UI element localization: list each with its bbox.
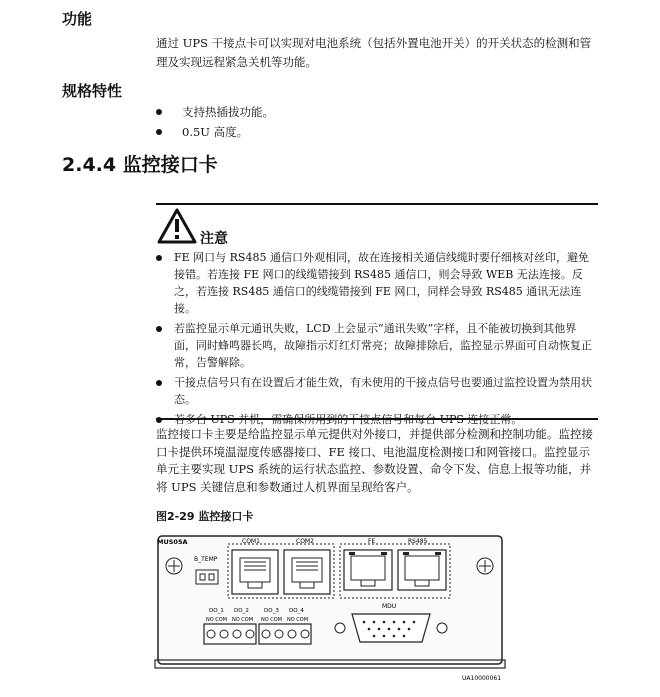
bullet-icon xyxy=(156,255,162,261)
notice-item-text: 若监控显示单元通讯失败，LCD 上会显示“通讯失败”字样，且不能被切换到其他界面，同时蜂鸣器长鸣，故障指示灯红灯常亮；故障排除后，监控显示界面可自动恢复正常，告警解除。 xyxy=(174,322,592,369)
notice-bottom-rule xyxy=(156,418,598,420)
spec-item xyxy=(156,124,248,140)
warning-icon xyxy=(157,208,197,248)
bullet-icon xyxy=(156,109,162,115)
rs485-label: RS485 xyxy=(408,538,428,545)
com2-label: COM2 xyxy=(296,538,314,545)
chapter-title: 2.4.4 监控接口卡 xyxy=(62,154,218,176)
spec-item xyxy=(156,104,274,120)
model-label: MUS05A xyxy=(157,538,188,546)
notice-list xyxy=(156,249,596,428)
monitoring-card-figure xyxy=(152,528,512,687)
do4-pins-label: NO COM xyxy=(287,617,309,623)
do1-pins-label: NO COM xyxy=(206,617,228,623)
btemp-port xyxy=(196,570,218,584)
fe-label: FE xyxy=(368,538,376,545)
section-heading-function: 功能 xyxy=(62,10,93,28)
rs485-port xyxy=(398,550,446,590)
com1-label: COM1 xyxy=(242,538,260,545)
bullet-icon xyxy=(156,129,162,135)
body-paragraph: 监控接口卡主要是给监控显示单元提供对外接口，并提供部分检测和控制功能。监控接口卡提供环境温湿度传感器接口、FE 接口、电池温度检测接口和网管接口。监控显示单元主要实现 UPS 系统的运行状态监控、参数设置、命令下发、信息上报等功能，并将 UPS 关键信息和参数通过人机界面呈现给客户。 xyxy=(156,427,593,494)
mdu-label: MDU xyxy=(382,603,397,610)
notice-top-rule xyxy=(156,203,598,205)
notice-item-text: 若多台 UPS 并机，需确保所用到的干接点信号和每台 UPS 连接正常。 xyxy=(174,413,523,426)
do-terminal-block xyxy=(259,624,311,644)
screw-icon xyxy=(477,558,493,574)
notice-item-text: FE 网口与 RS485 通信口外观相同，故在连接相关通信线缆时要仔细核对丝印，避免接错。若连接 FE 网口的线缆错接到 RS485 通信口，则会导致 WEB 无法连接。反之，若连接 RS485 通信口的线缆错接到 FE 网口，同样会导致 RS485 通讯无法连接。 xyxy=(174,251,589,315)
figure-code: UA10000061 xyxy=(462,675,502,682)
notice-label: 注意 xyxy=(200,231,228,247)
notice-item xyxy=(156,374,596,408)
do2-label: DO_2 xyxy=(234,608,249,614)
spec-item-text: 0.5U 高度。 xyxy=(182,125,249,139)
function-paragraph: 通过 UPS 干接点卡可以实现对电池系统（包括外置电池开关）的开关状态的检测和管理及实现远程紧急关机等功能。 xyxy=(156,36,592,69)
notice-item xyxy=(156,249,596,317)
bullet-icon xyxy=(156,326,162,332)
do4-label: DO_4 xyxy=(289,608,304,614)
notice-item xyxy=(156,320,596,371)
btemp-label: B_TEMP xyxy=(194,556,218,563)
com1-port xyxy=(232,550,278,594)
section-heading-specs: 规格特性 xyxy=(62,82,123,100)
do1-label: DO_1 xyxy=(209,608,224,614)
figure-caption: 图2-29 监控接口卡 xyxy=(156,510,254,523)
screw-icon xyxy=(166,558,182,574)
bullet-icon xyxy=(156,380,162,386)
do3-pins-label: NO COM xyxy=(261,617,283,623)
do3-label: DO_3 xyxy=(264,608,279,614)
do2-pins-label: NO COM xyxy=(232,617,254,623)
spec-item-text: 支持热插拔功能。 xyxy=(182,105,274,119)
notice-item-text: 干接点信号只有在设置后才能生效，有未使用的干接点信号也要通过监控设置为禁用状态。 xyxy=(174,376,592,406)
fe-port xyxy=(344,550,392,590)
com2-port xyxy=(284,550,330,594)
do-terminal-block xyxy=(204,624,256,644)
